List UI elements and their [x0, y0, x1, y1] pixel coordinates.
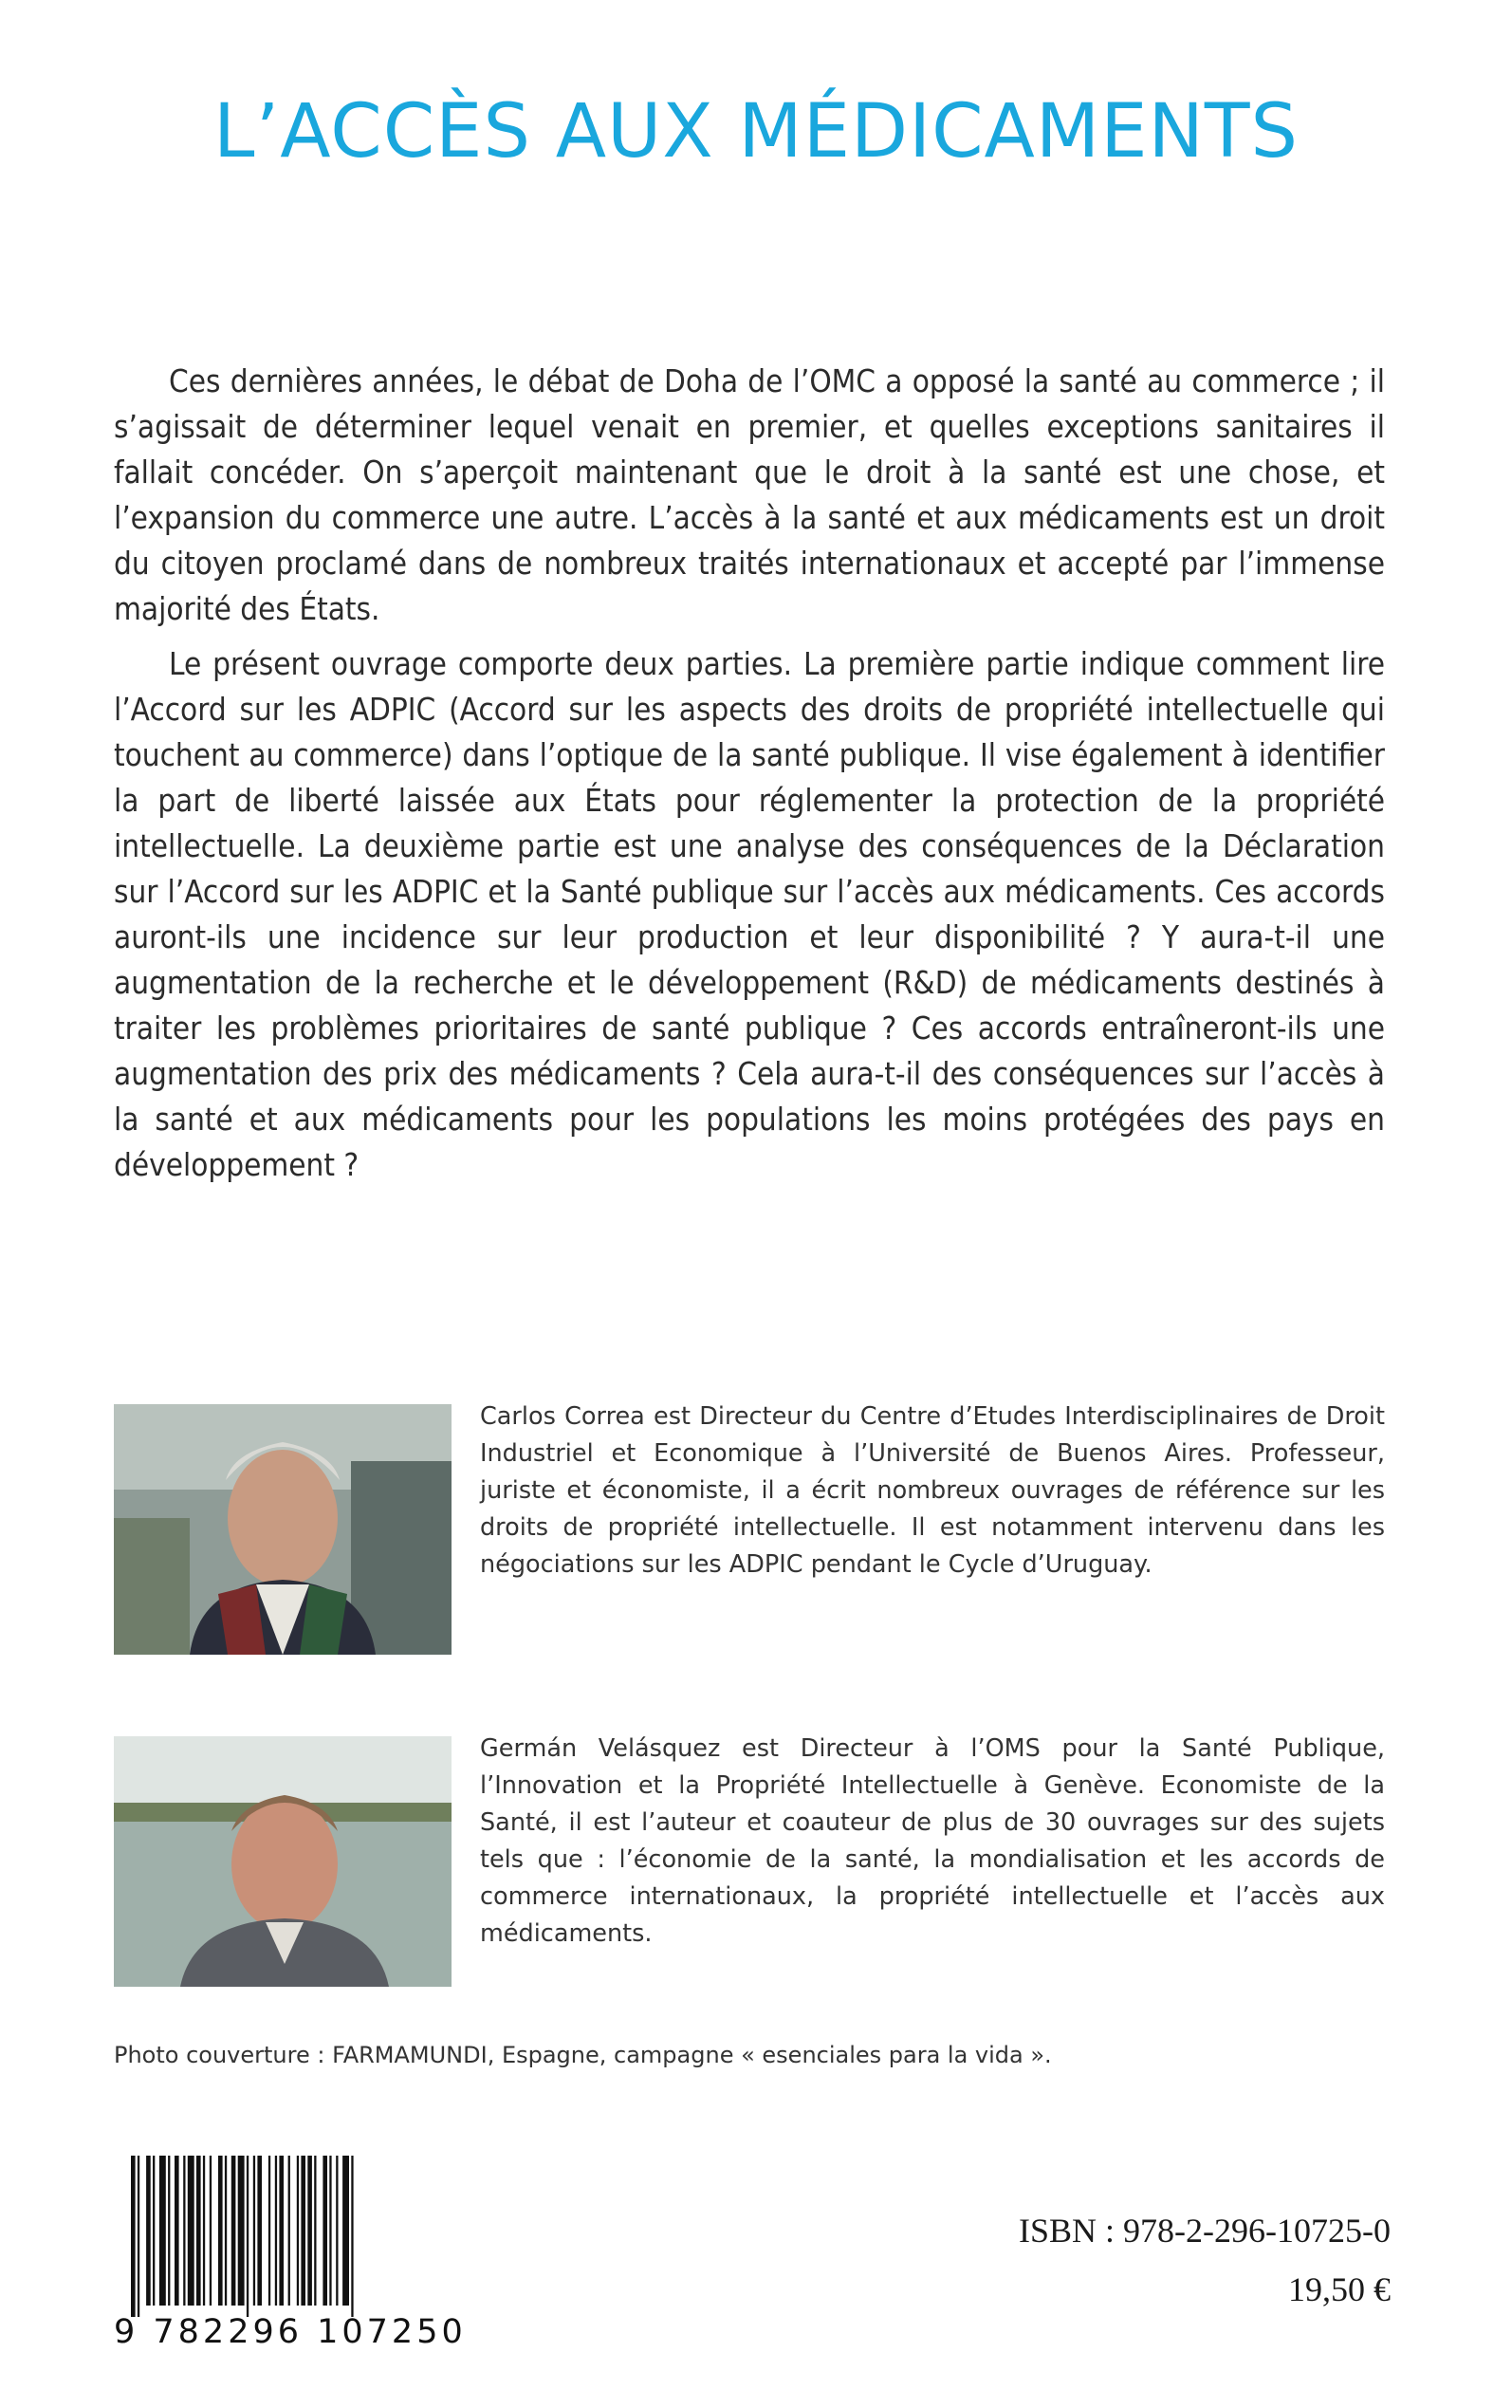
- page-title: L’ACCÈS AUX MÉDICAMENTS: [213, 89, 1299, 175]
- barcode-bars: [114, 2156, 493, 2317]
- author-block-2: [114, 1736, 1385, 2002]
- blurb-paragraph-2: Le présent ouvrage comporte deux parties. La première partie indique comment lire l’Accord sur les ADPIC (Accord sur les aspects des droits de propriété intellectuelle qui touchent au commerce) dans l’optique de la santé publique. Il vise également à identifier la part de liberté laissée aux États pour réglementer la protection de la propriété intellectuelle. La deuxième partie est une analyse des conséquences de la Déclaration sur l’Accord sur les ADPIC et la Santé publique sur l’accès aux médicaments. Ces accords auront-ils une incidence sur leur production et leur disponibilité ? Y aura-t-il une augmentation de la recherche et le développement (R&D) de médicaments destinés à traiter les problèmes prioritaires de santé publique ? Ces accords entraîneront-ils une augmentation des prix des médicaments ? Cela aura-t-il des conséquences sur l’accès à la santé et aux médicaments pour les populations les moins protégées des pays en développement ?: [114, 645, 1385, 1183]
- barcode-bar: [159, 2156, 166, 2306]
- barcode-bar: [131, 2156, 136, 2317]
- barcode-bar: [329, 2156, 331, 2306]
- barcode-bar: [297, 2156, 299, 2306]
- barcode-bar: [253, 2156, 255, 2306]
- barcode-bar: [247, 2156, 249, 2317]
- price: 19,50 €: [1288, 2270, 1391, 2308]
- barcode-bar: [196, 2156, 201, 2306]
- barcode-bar: [323, 2156, 327, 2306]
- barcode-bar: [153, 2156, 155, 2306]
- barcode-bar: [175, 2156, 179, 2306]
- barcode-bar: [268, 2156, 270, 2306]
- barcode-bar: [168, 2156, 170, 2306]
- barcode-bar: [301, 2156, 305, 2306]
- author-bio-2: Germán Velásquez est Directeur à l’OMS pour la Santé Publique, l’Innovation et la Propriété Intellectuelle à Genève. Economiste de la Santé, il est l’auteur et coauteur de plus de 30 ouvrages sur des sujets tels que : l’économie de la santé, la mondialisation et les accords de commerce internationaux, la propriété intellectuelle et l’accès aux médicaments.: [480, 1734, 1385, 1948]
- barcode-bar: [146, 2156, 151, 2306]
- barcode-bar: [183, 2156, 185, 2306]
- barcode-bar: [225, 2156, 227, 2306]
- isbn: ISBN : 978-2-296-10725-0: [1019, 2212, 1391, 2250]
- author-photo-1: [114, 1404, 452, 1655]
- barcode-digits: 9 782296 107250: [114, 2313, 467, 2351]
- barcode-bar: [342, 2156, 349, 2306]
- blurb-text: [114, 359, 1385, 1197]
- author-block-1: [114, 1404, 1385, 1670]
- photo-credit: Photo couverture : FARMAMUNDI, Espagne, campagne « esenciales para la vida ».: [114, 2042, 1052, 2068]
- barcode-bar: [279, 2156, 284, 2306]
- author-bio-1: Carlos Correa est Directeur du Centre d’Etudes Interdisciplinaires de Droit Industriel et Economique à l’Université de Buenos Aires. Professeur, juriste et économiste, il a écrit nombreux ouvrages de référence sur les droits de propriété intellectuelle. Il est notamment intervenu dans les négociations sur les ADPIC pendant le Cycle d’Uruguay.: [480, 1402, 1385, 1579]
- barcode-bar: [238, 2156, 245, 2306]
- barcode-bar: [336, 2156, 338, 2306]
- barcode-bar: [307, 2156, 312, 2306]
- barcode: [114, 2156, 493, 2351]
- barcode-bar: [231, 2156, 236, 2306]
- barcode-bar: [288, 2156, 290, 2306]
- barcode-bar: [257, 2156, 262, 2306]
- barcode-bar: [351, 2156, 353, 2317]
- barcode-bar: [203, 2156, 205, 2306]
- barcode-bar: [275, 2156, 277, 2306]
- barcode-bar: [218, 2156, 223, 2306]
- barcode-bar: [210, 2156, 212, 2306]
- barcode-bar: [188, 2156, 194, 2306]
- barcode-bar: [314, 2156, 316, 2306]
- barcode-bar: [138, 2156, 139, 2317]
- author-photo-2: [114, 1736, 452, 1987]
- blurb-paragraph-1: Ces dernières années, le débat de Doha de l’OMC a opposé la santé au commerce ; il s’agissait de déterminer lequel venait en premier, et quelles exceptions sanitaires il fallait concéder. On s’aperçoit maintenant que le droit à la santé est une chose, et l’expansion du commerce une autre. L’accès à la santé et aux médicaments est un droit du citoyen proclamé dans de nombreux traités internationaux et accepté par l’immense majorité des États.: [114, 362, 1385, 627]
